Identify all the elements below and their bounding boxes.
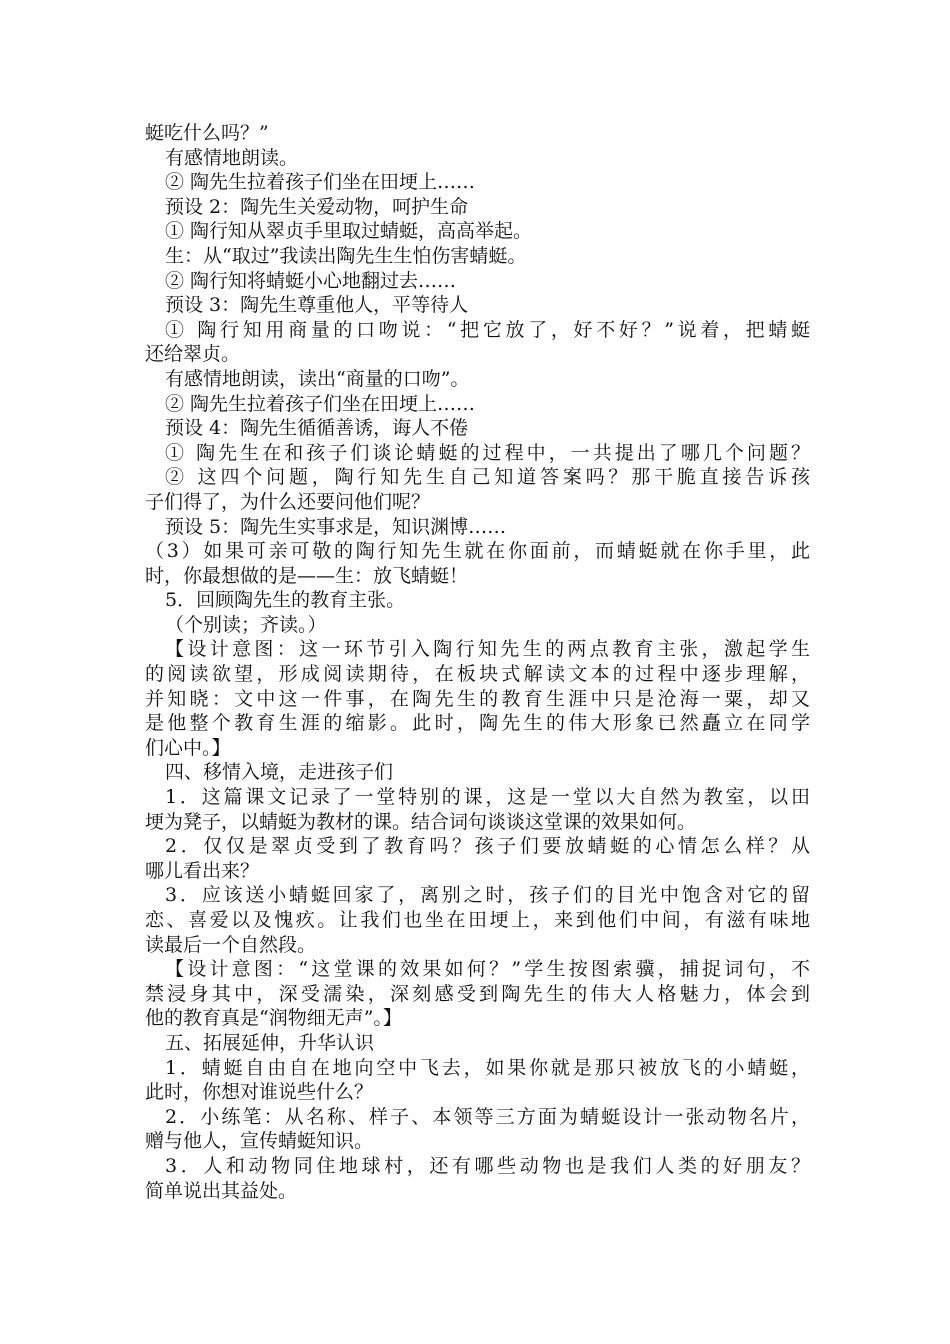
text-line: 恋、喜爱以及愧疚。让我们也坐在田埂上，来到他们中间，有滋有味地 [145,909,810,931]
text-line: ① 陶行知用商量的口吻说：“把它放了，好不好？”说着，把蜻蜓 [165,318,810,341]
text-line: 蜓吃什么吗？” [145,122,269,144]
text-line: ② 陶先生拉着孩子们坐在田埂上…… [165,392,476,415]
text-line: 赠与他人，宣传蜻蜓知识。 [145,1130,374,1153]
text-line: 简单说出其益处。 [145,1179,298,1202]
text-line: 5．回顾陶先生的教育主张。 [165,589,406,612]
text-line: 预设 5：陶先生实事求是，知识渊博…… [165,515,507,538]
text-line: （个别读；齐读。） [165,613,327,636]
text-line: ① 陶行知从翠贞手里取过蜻蜓，高高举起。 [165,220,533,243]
text-line: 的阅读欲望，形成阅读期待，在板块式解读文本的过程中逐步理解， [145,663,810,686]
text-line: 1．蜻蜓自由自在地向空中飞去，如果你就是那只被放飞的小蜻蜓， [165,1056,810,1079]
text-line: ① 陶先生在和孩子们谈论蜻蜓的过程中，一共提出了哪几个问题？ [165,441,810,464]
text-line: 有感情地朗读。 [165,146,299,169]
text-line: 3．应该送小蜻蜓回家了，离别之时，孩子们的目光中饱含对它的留 [165,884,810,907]
text-line: 此时，你想对谁说些什么？ [145,1081,374,1104]
text-line: ② 陶先生拉着孩子们坐在田埂上…… [165,171,476,194]
text-line: 生：从“取过”我读出陶先生生怕伤害蜻蜓。 [165,244,527,267]
text-line: 禁浸身其中，深受濡染，深刻感受到陶先生的伟大人格魅力，体会到 [145,982,810,1005]
text-line: 预设 3：陶先生尊重他人，平等待人 [165,294,469,317]
text-line: 还给翠贞。 [145,343,241,366]
text-line: 2．仅仅是翠贞受到了教育吗？孩子们要放蜻蜓的心情怎么样？从 [165,835,810,858]
text-line: （3）如果可亲可敬的陶行知先生就在你面前，而蜻蜓就在你手里，此 [145,540,810,563]
text-line: 子们得了，为什么还要问他们呢？ [145,490,431,513]
text-line: 【设计意图：这一环节引入陶行知先生的两点教育主张，激起学生 [165,638,810,661]
text-line: 预设 4：陶先生循循善诱，诲人不倦 [165,417,469,440]
text-line: 预设 2：陶先生关爱动物，呵护生命 [165,195,469,218]
text-line: 埂为凳子，以蜻蜓为教材的课。结合词句谈谈这堂课的效果如何。 [145,810,697,833]
text-line: 们心中。】 [145,736,231,759]
document-body [145,121,810,1203]
text-line: ② 这四个问题，陶行知先生自己知道答案吗？那干脆直接告诉孩 [165,466,810,489]
text-line: 他的教育真是“润物细无声”。】 [145,1007,402,1030]
text-line: 时，你最想做的是——生：放飞蜻蜓！ [145,564,469,587]
text-line: 【设计意图：“这堂课的效果如何？”学生按图索骥，捕捉词句，不 [165,958,810,981]
text-line: 读最后一个自然段。 [145,933,317,956]
text-line: 并知晓：文中这一件事，在陶先生的教育生涯中只是沧海一粟，却又 [145,687,810,710]
text-line: 是他整个教育生涯的缩影。此时，陶先生的伟大形象已然矗立在同学 [145,712,810,735]
text-line: 四、移情入境，走进孩子们 [165,761,394,784]
text-line: 3．人和动物同住地球村，还有哪些动物也是我们人类的好朋友？ [165,1154,810,1177]
text-line: 2．小练笔：从名称、样子、本领等三方面为蜻蜓设计一张动物名片， [165,1105,810,1128]
text-line: 哪儿看出来？ [145,859,260,882]
text-line: 五、拓展延伸，升华认识 [165,1031,375,1054]
text-line: 1．这篇课文记录了一堂特别的课，这是一堂以大自然为教室，以田 [165,786,810,809]
text-line: ② 陶行知将蜻蜓小心地翻过去…… [165,269,457,292]
text-line: 有感情地朗读，读出“商量的口吻”。 [165,367,470,390]
